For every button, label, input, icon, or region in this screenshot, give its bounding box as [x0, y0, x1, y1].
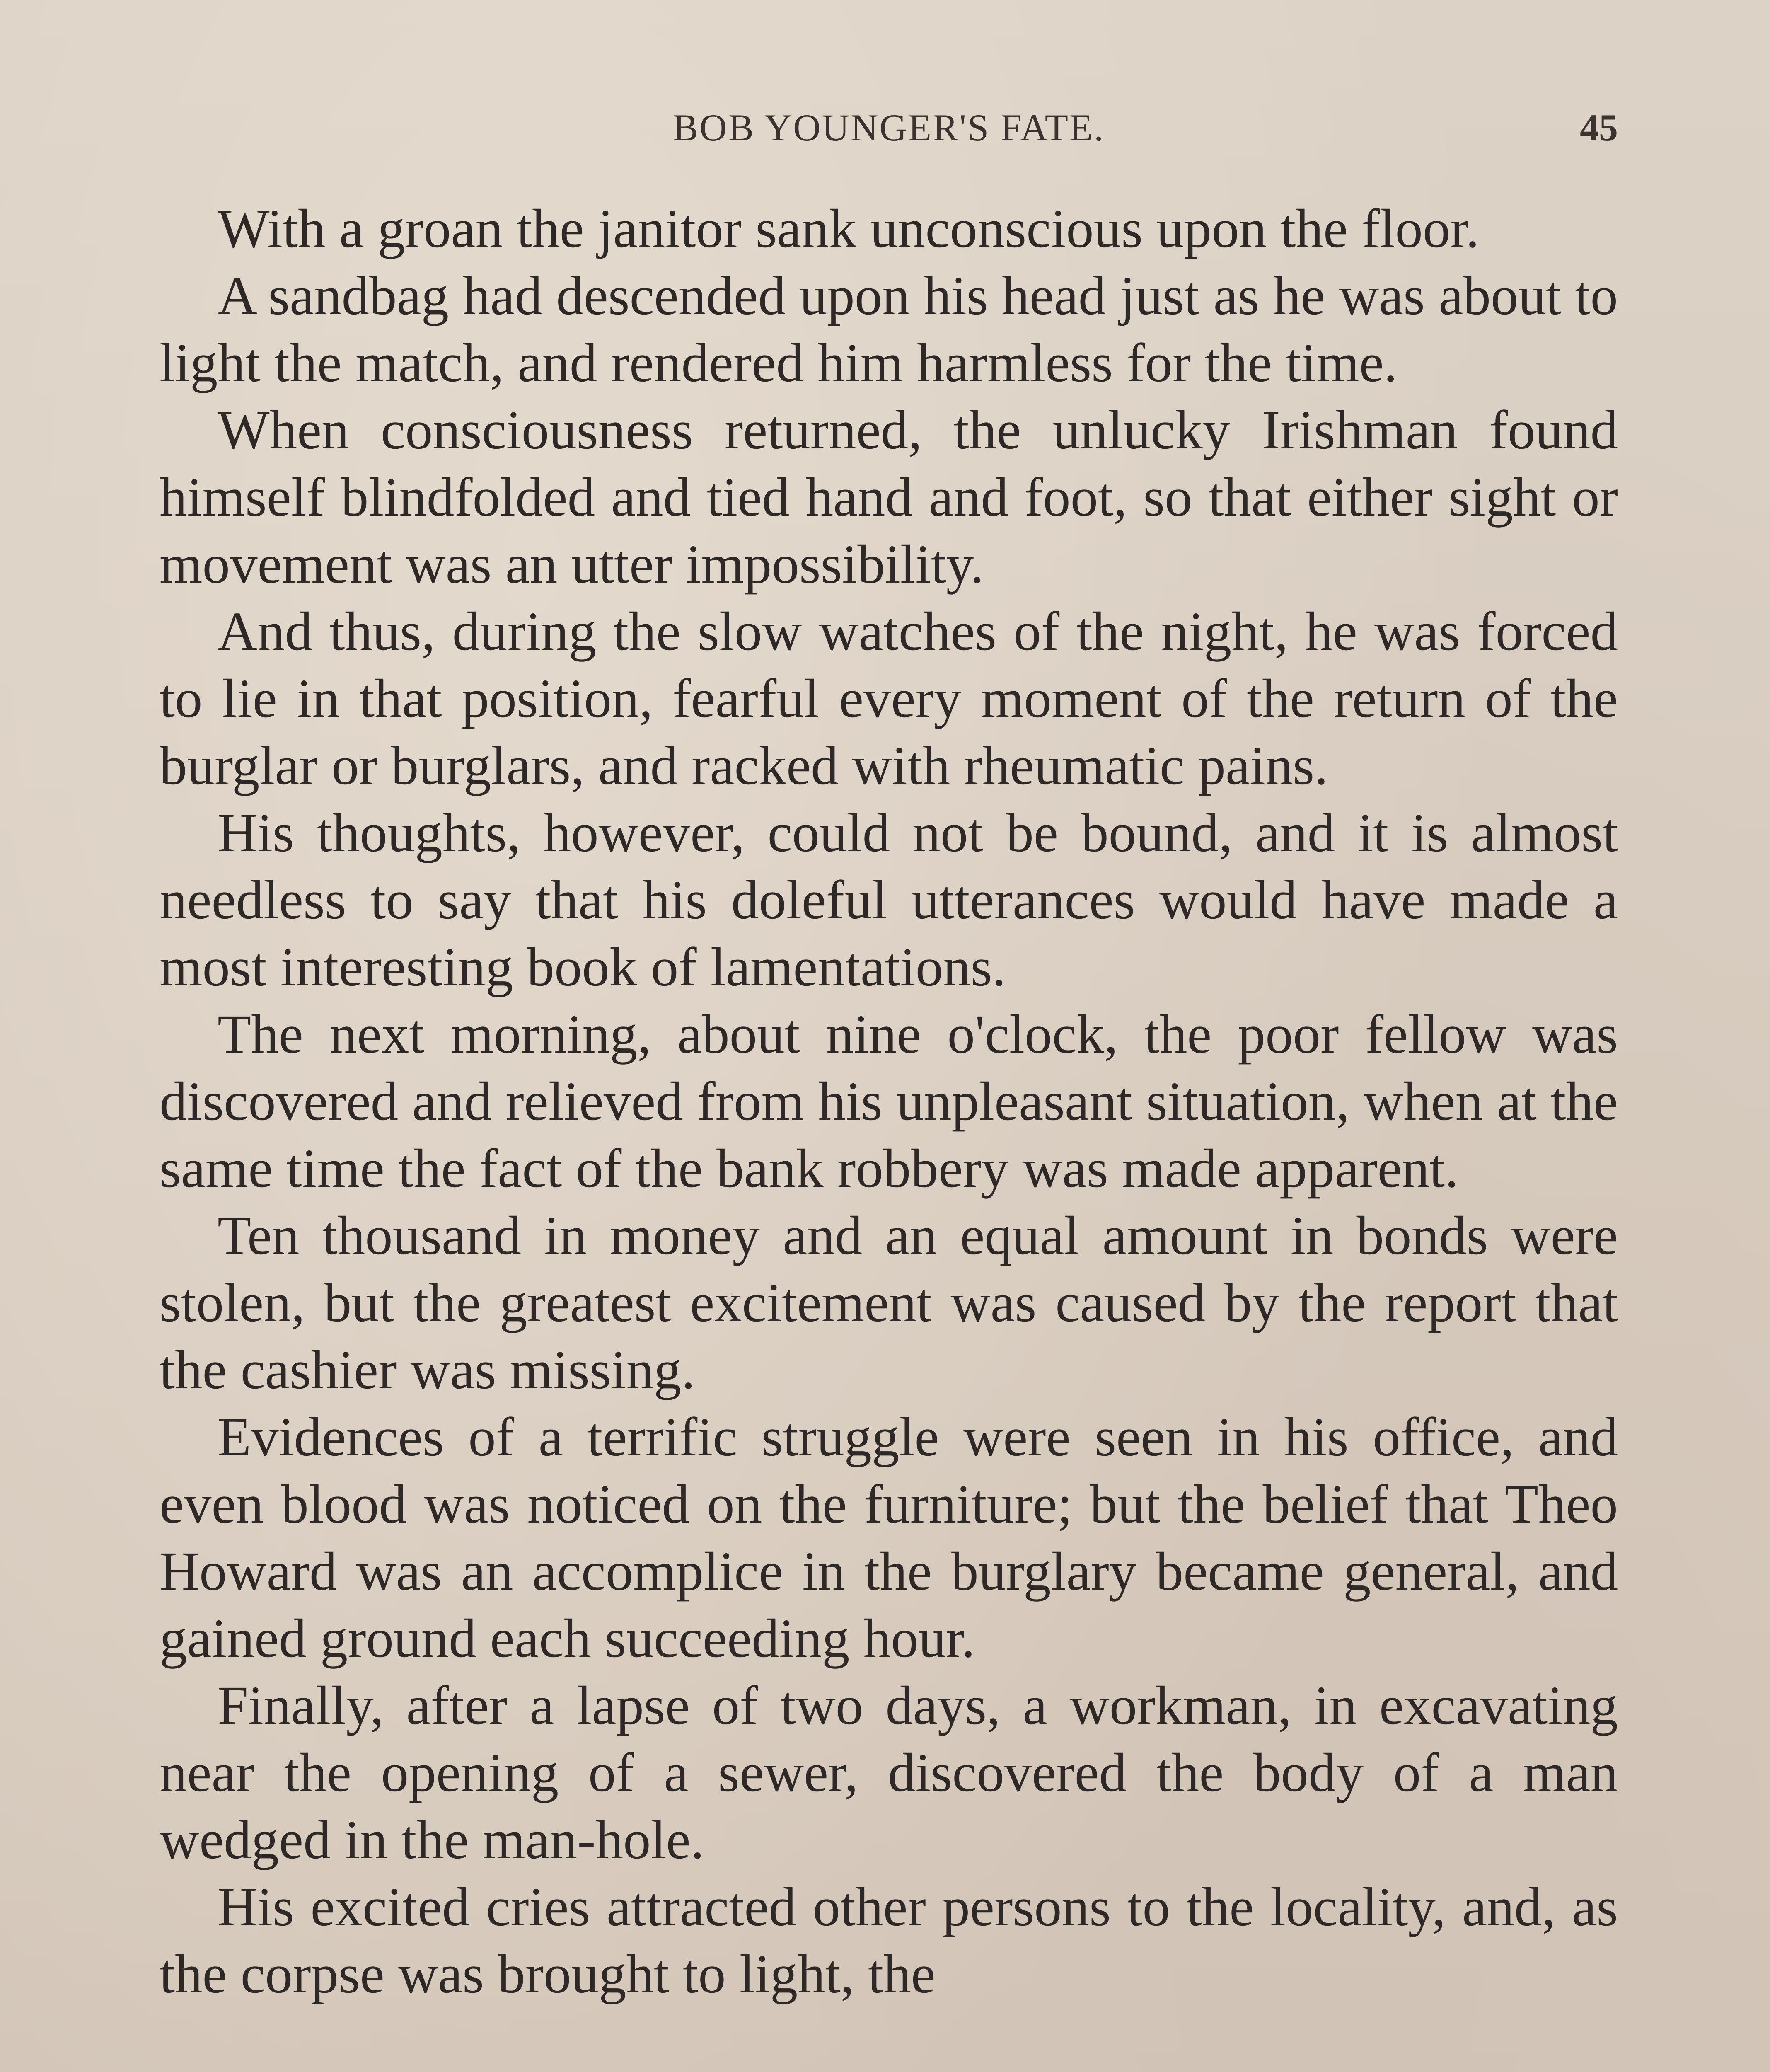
paragraph: Evidences of a terrific struggle were seen in his office, and even blood was noticed on the furniture; but the belief that Theo Howard was an accomplice in the burglary became general, and gained ground each succeeding hour. — [160, 1406, 1618, 1669]
page-header — [160, 106, 1618, 168]
paragraph: His thoughts, however, could not be bound, and it is almost needless to say that his doleful utterances would have made a most interesting book of lamentations. — [160, 802, 1618, 997]
paragraph: Finally, after a lapse of two days, a workman, in excavating near the opening of a sewer, discovered the body of a man wedged in the man-hole. — [160, 1675, 1618, 1870]
paragraph: And thus, during the slow watches of the night, he was forced to lie in that position, fearful every moment of the return of the burglar or burglars, and racked with rheumatic pains. — [160, 600, 1618, 796]
paragraph: With a groan the janitor sank unconscious upon the floor. — [218, 198, 1480, 259]
paragraph: Ten thousand in money and an equal amount in bonds were stolen, but the greatest excitement was caused by the report that the cashier was missing. — [160, 1205, 1618, 1400]
body-text — [160, 195, 1618, 2007]
page-number: 45 — [1580, 107, 1618, 149]
paragraph: His excited cries attracted other persons to the locality, and, as the corpse was brought to light, the — [160, 1876, 1618, 2004]
paragraph: A sandbag had descended upon his head just as he was about to light the match, and rendered him harmless for the time. — [160, 265, 1618, 393]
paragraph: The next morning, about nine o'clock, the poor fellow was discovered and relieved from his unpleasant situation, when at the same time the fact of the bank robbery was made apparent. — [160, 1003, 1618, 1199]
running-head: BOB YOUNGER'S FATE. — [672, 107, 1105, 149]
paragraph: When consciousness returned, the unlucky Irishman found himself blindfolded and tied hand and foot, so that either sight or movement was an utter impossibility. — [160, 399, 1618, 595]
